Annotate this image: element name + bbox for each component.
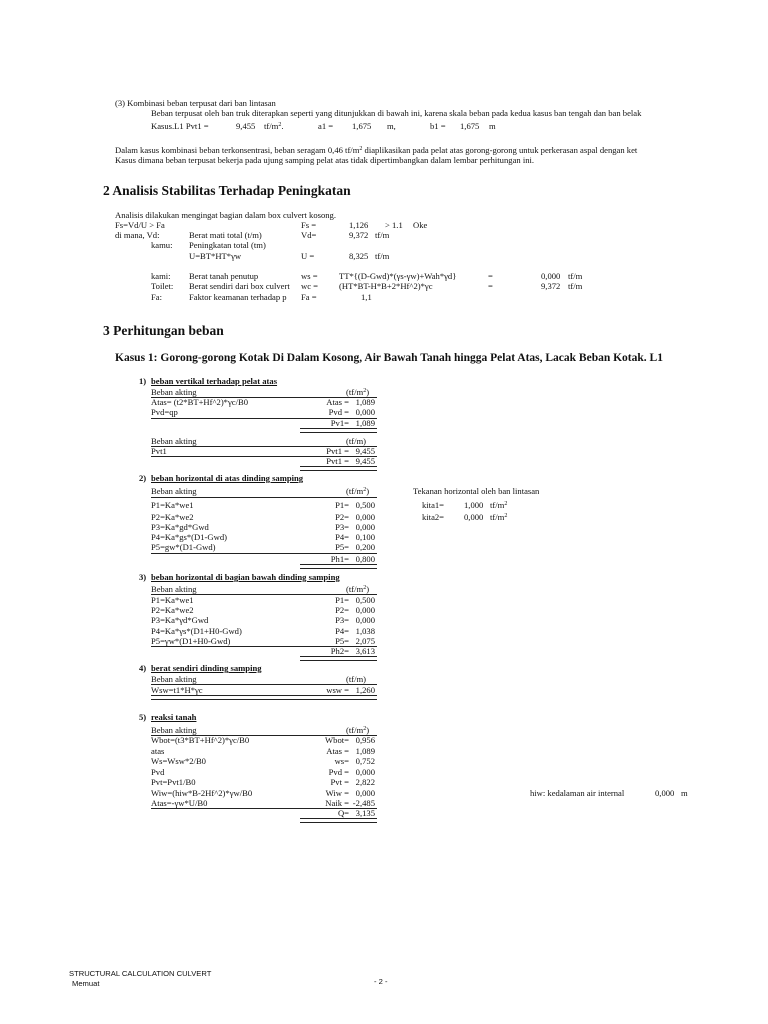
value-cell: -2,485 [352, 798, 375, 808]
hiw-label: hiw: kedalaman air internal [530, 788, 625, 798]
total-symbol: Ph2= [330, 646, 349, 656]
total-symbol: Pv1= [330, 418, 349, 428]
formula-cell: P4=Ka*γs*(D1+H0-Gwd) [151, 626, 242, 636]
total-value: 3,613 [355, 646, 375, 656]
sub-2-title: beban horizontal di atas dinding samping [151, 473, 304, 483]
s2-intro: Analisis dilakukan mengingat bagian dalam box culvert kosong. [115, 210, 337, 220]
a1-value: 1,675 [352, 121, 372, 131]
section-2-title: 2 Analisis Stabilitas Terhadap Peningkatan [103, 183, 351, 198]
side-note-value: 0,000 [464, 512, 484, 522]
formula-cell: P2=Ka*we2 [151, 605, 194, 615]
a1-label: a1 = [318, 121, 334, 131]
total-value: 9,455 [355, 456, 375, 466]
formula-cell: P2=Ka*we2 [151, 512, 194, 522]
s2-wc-value: 9,372 [541, 281, 561, 291]
sub-1-title: beban vertikal terhadap pelat atas [151, 376, 278, 386]
intro-heading: (3) Kombinasi beban terpusat dari ban lintasan [115, 98, 276, 108]
s2-wc-desc: Berat sendiri dari box culvert [189, 281, 290, 291]
hiw-value: 0,000 [655, 788, 675, 798]
symbol-cell: Pvd = [328, 407, 349, 417]
s2-u-formula: U=BT*HT*γw [189, 251, 242, 261]
symbol-cell: P1= [335, 500, 349, 510]
formula-cell: Atas= (t2*BT+Hf^2)*γc/B0 [151, 397, 249, 407]
formula-cell: Wiw=(hiw*B-2Hf^2)*γw/B0 [151, 788, 253, 798]
beban-akting-header: Beban akting [151, 674, 197, 684]
footer-title: STRUCTURAL CALCULATION CULVERT [69, 969, 212, 978]
section-3-title: 3 Perhitungan beban [103, 323, 224, 338]
s2-u-term: kamu: [151, 240, 173, 250]
side-note-value: 1,000 [464, 500, 484, 510]
symbol-cell: P4= [335, 532, 349, 542]
intro-text: Beban terpusat oleh ban truk diterapkan seperti yang ditunjukkan di bawah ini, karena skala beban pada kedua kasus ban tengah dan ban belak [151, 108, 642, 118]
beban-akting-header: Beban akting [151, 387, 197, 397]
symbol-cell: Wbot= [325, 735, 349, 745]
intro-paragraph-2: Kasus dimana beban terpusat bekerja pada ujung samping pelat atas tidak dipertimbangkan dalam lembar perhitungan ini. [115, 155, 535, 165]
value-cell: 0,000 [355, 788, 375, 798]
value-cell: 1,089 [355, 397, 375, 407]
kasus-label: Kasus.L1 Pvt1 = [151, 121, 209, 131]
total-value: 3,135 [355, 808, 375, 818]
s2-vd-unit: tf/m [375, 230, 390, 240]
hiw-unit: m [681, 788, 688, 798]
s2-vd-term: di mana, Vd: [115, 230, 160, 240]
s2-wc-label: wc = [301, 281, 319, 291]
unit-header: $(tf/m^2)$ [346, 486, 370, 496]
formula-cell: P3=Ka*γd*Gwd [151, 615, 209, 625]
symbol-cell: Atas = [326, 746, 349, 756]
s2-vd-value: 9,372 [349, 230, 369, 240]
formula-cell: Wsw=t1*H*γc [151, 685, 203, 695]
s2-ws-eq: = [488, 271, 493, 281]
s2-fa-label: Fa = [301, 292, 317, 302]
value-cell: 1,038 [355, 626, 375, 636]
value-cell: 0,100 [355, 532, 375, 542]
s2-ws-formula: TT*{(D-Gwd)*(γs-γw)+Wah*γd} [339, 271, 457, 281]
formula-cell: P5=gw*(D1-Gwd) [151, 542, 216, 552]
value-cell: 0,000 [355, 615, 375, 625]
formula-cell: P1=Ka*we1 [151, 595, 194, 605]
side-note-unit: $tf/m^2$ [490, 500, 508, 510]
intro-paragraph-1: Dalam kasus kombinasi beban terkonsentrasi, beban seragam 0,46 $tf/m^2$ diaplikasikan pada pelat atas gorong-gorong untuk perkerasan aspal dengan ket [115, 145, 638, 155]
formula-cell: P4=Ka*gs*(D1-Gwd) [151, 532, 227, 542]
unit-header: $(tf/m^2)$ [346, 387, 370, 397]
symbol-cell: P4= [335, 626, 349, 636]
sub-2-number: 2) [139, 473, 147, 483]
s2-u-desc: Peningkatan total (tm) [189, 240, 266, 250]
s2-fs-label: Fs = [301, 220, 317, 230]
formula-cell: P1=Ka*we1 [151, 500, 194, 510]
value-cell: 0,500 [355, 500, 375, 510]
symbol-cell: P2= [335, 605, 349, 615]
s2-fa-term: Fa: [151, 292, 162, 302]
sub-4-number: 4) [139, 663, 147, 673]
value-cell: 9,455 [355, 446, 375, 456]
formula-cell: atas [151, 746, 165, 756]
symbol-cell: P5= [335, 542, 349, 552]
symbol-cell: P1= [335, 595, 349, 605]
value-cell: 2,075 [355, 636, 375, 646]
sub-1-number: 1) [139, 376, 147, 386]
s2-ws-label: ws = [301, 271, 318, 281]
symbol-cell: Naik = [325, 798, 349, 808]
s2-ws-value: 0,000 [541, 271, 561, 281]
kasus-unit: $tf/m^2$. [264, 121, 284, 131]
s2-fs-ok: Oke [413, 220, 428, 230]
symbol-cell: Wiw = [325, 788, 349, 798]
total-value: 0,800 [355, 554, 375, 564]
s2-wc-eq: = [488, 281, 493, 291]
sub-5-title: reaksi tanah [151, 712, 197, 722]
value-cell: 2,822 [355, 777, 375, 787]
s2-ws-desc: Berat tanah penutup [189, 271, 259, 281]
kasus-value: 9,455 [236, 121, 256, 131]
s2-vd-desc: Berat mati total (t/m) [189, 230, 262, 240]
footer-subtitle: Memuat [72, 979, 100, 988]
b1-value: 1,675 [460, 121, 480, 131]
value-cell: 0,000 [355, 512, 375, 522]
formula-cell: Wbot=(t3*BT+Hf^2)*γc/B0 [151, 735, 250, 745]
unit-header: $(tf/m^2)$ [346, 584, 370, 594]
side-note-unit: $tf/m^2$ [490, 512, 508, 522]
symbol-cell: P3= [335, 522, 349, 532]
side-note-title: Tekanan horizontal oleh ban lintasan [413, 486, 540, 496]
sub-4-title: berat sendiri dinding samping [151, 663, 262, 673]
value-cell: 0,000 [355, 407, 375, 417]
formula-cell: Pvt1 [151, 446, 167, 456]
total-value: 1,089 [355, 418, 375, 428]
symbol-cell: P3= [335, 615, 349, 625]
symbol-cell: Atas = [326, 397, 349, 407]
symbol-cell: P2= [335, 512, 349, 522]
s2-wc-formula: (HT*BT-H*B+2*Hf^2)*γc [339, 281, 433, 291]
symbol-cell: ws= [334, 756, 349, 766]
value-cell: 1,089 [355, 746, 375, 756]
sub-5-number: 5) [139, 712, 147, 722]
unit-header: $(tf/m^2)$ [346, 725, 370, 735]
value-cell: 0,956 [355, 735, 375, 745]
unit-header: (tf/m) [346, 674, 367, 684]
value-cell: 0,200 [355, 542, 375, 552]
symbol-cell: Pvt = [330, 777, 349, 787]
s2-fs-value: 1,126 [349, 220, 369, 230]
s2-ws-unit: tf/m [568, 271, 583, 281]
s2-ws-term: kami: [151, 271, 171, 281]
s2-fs-formula: Fs=Vd/U > Fa [115, 220, 165, 230]
s2-fa-value: 1,1 [361, 292, 372, 302]
unit-header: (tf/m) [346, 436, 367, 446]
b1-label: b1 = [430, 121, 446, 131]
side-note-label: kita1= [422, 500, 445, 510]
symbol-cell: wsw = [326, 685, 349, 695]
formula-cell: Ws=Wsw*2/B0 [151, 756, 206, 766]
formula-cell: P5=γw*(D1+H0-Gwd) [151, 636, 231, 646]
s2-fa-desc: Faktor keamanan terhadap p [189, 292, 287, 302]
value-cell: 0,000 [355, 767, 375, 777]
s2-u-value: 8,325 [349, 251, 369, 261]
value-cell: 0,500 [355, 595, 375, 605]
beban-akting-header: Beban akting [151, 436, 197, 446]
b1-unit: m [489, 121, 496, 131]
page-number: - 2 - [374, 977, 388, 986]
s2-fs-threshold: > 1.1 [385, 220, 403, 230]
value-cell: 0,000 [355, 522, 375, 532]
a1-unit: m, [387, 121, 396, 131]
value-cell: 0,752 [355, 756, 375, 766]
total-symbol: Pvt1 = [326, 456, 349, 466]
kasus-1-title: Kasus 1: Gorong-gorong Kotak Di Dalam Kosong, Air Bawah Tanah hingga Pelat Atas, Lacak Beban Kotak. L1 [115, 352, 663, 364]
formula-cell: Pvd=qp [151, 407, 178, 417]
value-cell: 1,260 [355, 685, 375, 695]
sub-3-title: beban horizontal di bagian bawah dinding samping [151, 572, 340, 582]
s2-wc-term: Toilet: [151, 281, 174, 291]
total-symbol: Q= [337, 808, 349, 818]
s2-u-label: U = [301, 251, 315, 261]
total-symbol: Ph1= [330, 554, 349, 564]
formula-cell: P3=Ka*gd*Gwd [151, 522, 209, 532]
beban-akting-header: Beban akting [151, 584, 197, 594]
s2-u-unit: tf/m [375, 251, 390, 261]
sub-3-number: 3) [139, 572, 147, 582]
s2-wc-unit: tf/m [568, 281, 583, 291]
symbol-cell: P5= [335, 636, 349, 646]
value-cell: 0,000 [355, 605, 375, 615]
formula-cell: Pvd [151, 767, 165, 777]
symbol-cell: Pvt1 = [326, 446, 349, 456]
side-note-label: kita2= [422, 512, 445, 522]
symbol-cell: Pvd = [328, 767, 349, 777]
formula-cell: Pvt=Pvt1/B0 [151, 777, 196, 787]
beban-akting-header: Beban akting [151, 486, 197, 496]
beban-akting-header: Beban akting [151, 725, 197, 735]
formula-cell: Atas=-γw*U/B0 [151, 798, 208, 808]
s2-vd-label: Vd= [301, 230, 317, 240]
